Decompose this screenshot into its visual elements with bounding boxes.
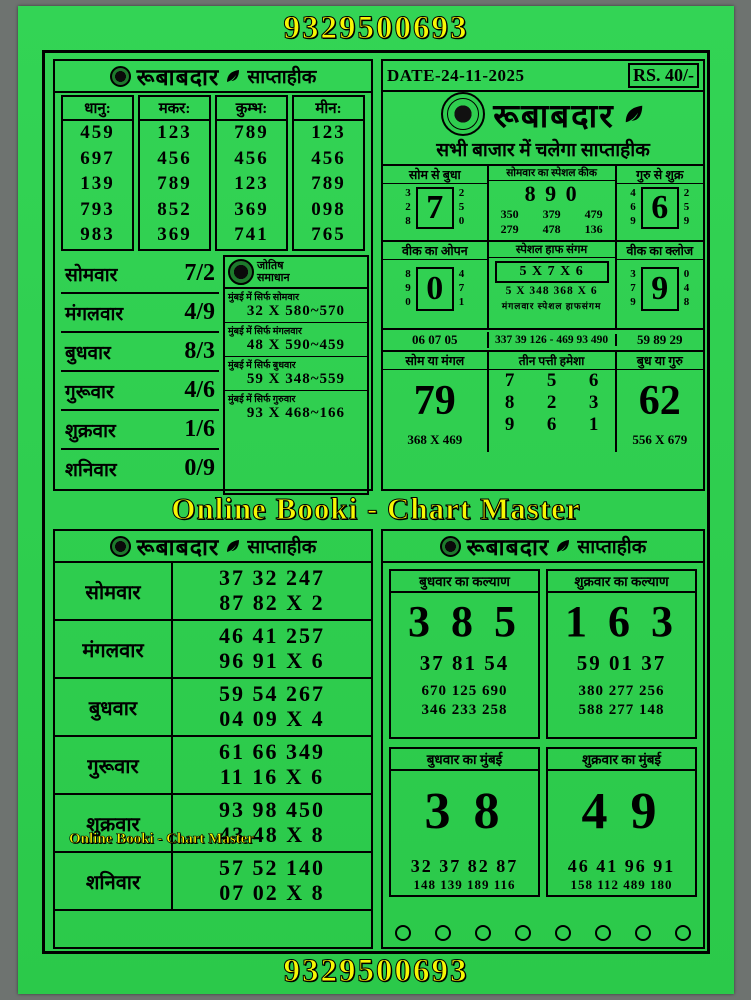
open-main-number: 0 (416, 267, 454, 311)
decorative-dots (383, 925, 703, 941)
row-line1: 61 66 349 (219, 739, 325, 765)
budh-ya-guru-number: 62 (638, 378, 681, 424)
somwar-special-cell (489, 166, 617, 240)
watermark-text: Online Booki - Chart Master (171, 491, 581, 526)
row-line2: 87 82 X 2 (219, 590, 325, 615)
zodiac-col-2-v4: 741 (234, 224, 269, 246)
zodiac-col-2-header: कुम्भ: (217, 97, 286, 121)
tp-r2c2: 1 (588, 414, 599, 435)
panel-weekly-table (53, 529, 373, 949)
tl-subtitle: साप्ताहीक (247, 67, 317, 88)
somwar-sp-r1c0: 279 (500, 222, 519, 236)
somwar-sp-r0c0: 350 (500, 207, 519, 221)
chart-inner-frame (42, 50, 710, 954)
zodiac-col-3-v3: 098 (311, 198, 346, 220)
somwar-special-big: 8 9 0 (524, 181, 579, 206)
jyotish-value: 32 X 580~570 (246, 303, 346, 319)
sun-icon (110, 536, 131, 557)
week-close-cell (617, 242, 703, 328)
sun-icon (440, 536, 461, 557)
zodiac-wheel-icon (441, 92, 485, 136)
zodiac-col-0 (61, 95, 134, 251)
tr-row-3 (383, 330, 703, 352)
bl-title-row (55, 531, 371, 563)
weekday-row (61, 333, 219, 372)
close-right-digits: 0 4 8 (683, 268, 690, 308)
result-big: 3 8 5 (408, 597, 521, 646)
row-line2: 11 16 X 6 (219, 764, 325, 789)
leaf-icon (225, 68, 241, 84)
jyotish-title-1: जोतिष (257, 259, 284, 272)
row-line2: 04 09 X 4 (219, 706, 325, 731)
tp-r1c1: 2 (546, 392, 557, 413)
br-title: रूबाबदार (466, 535, 550, 560)
jyotish-value: 59 X 348~559 (246, 371, 346, 387)
bl-subtitle: साप्ताहीक (247, 537, 317, 558)
jyotish-item (225, 391, 367, 424)
watermark-small: Online Booki - Chart Master (69, 831, 254, 847)
row-line1: 37 32 247 (219, 565, 325, 591)
zodiac-col-1-v3: 852 (157, 198, 192, 220)
zodiac-col-3-v1: 456 (311, 147, 346, 169)
som-left-digits: 3 2 8 (405, 187, 411, 227)
somwar-sp-r0c2: 479 (584, 207, 603, 221)
phone-number-bottom: 9329500693 (283, 953, 469, 989)
dot-icon (595, 925, 611, 941)
dot-icon (435, 925, 451, 941)
phone-number-top: 9329500693 (283, 10, 469, 46)
som-se-budha-caption: सोम से बुधा (383, 166, 487, 184)
zodiac-col-1-v1: 456 (157, 147, 192, 169)
result-cell-budhwar-kalyan (389, 569, 540, 739)
tl-title-row (55, 61, 371, 93)
zodiac-col-0-v1: 697 (80, 147, 115, 169)
tp-r0c0: 7 (504, 370, 515, 391)
jyotish-title-2: समाधान (257, 272, 290, 284)
zodiac-col-3 (292, 95, 365, 251)
result-caption: शुक्रवार का कल्याण (548, 571, 695, 593)
result-cell-shukrawar-mumbai (546, 747, 697, 897)
result-big: 3 8 (424, 783, 505, 840)
tp-r1c0: 8 (504, 392, 515, 413)
result-mid: 59 01 37 (576, 651, 667, 676)
zodiac-col-1-v0: 123 (157, 122, 192, 143)
result-small-1: 380 277 256 (578, 683, 665, 700)
row-line2: 96 91 X 6 (219, 648, 325, 673)
zodiac-col-1-v2: 789 (157, 173, 192, 195)
table-row (55, 621, 371, 679)
somwar-sp-r1c1: 478 (542, 222, 561, 236)
weekday-row (61, 294, 219, 333)
leaf-icon (623, 103, 645, 125)
astrology-icon (228, 259, 254, 285)
result-mid: 37 81 54 (419, 651, 510, 676)
row-day: गुरूवार (55, 737, 173, 793)
zodiac-col-2-v2: 123 (234, 173, 269, 195)
guru-left-digits: 4 6 9 (630, 187, 636, 227)
table-row (55, 853, 371, 911)
tp-r0c1: 5 (546, 370, 557, 391)
panel-market-results (381, 529, 705, 949)
zodiac-col-3-v4: 765 (311, 224, 346, 246)
budh-ya-guru-footer: 556 X 679 (632, 432, 688, 447)
jyotish-box (223, 255, 369, 495)
strip-right: 59 89 29 (637, 332, 683, 347)
weekday-name: गुरूवार (65, 381, 114, 403)
dot-icon (395, 925, 411, 941)
open-left-digits: 8 9 0 (405, 268, 411, 308)
date-price-bar (383, 61, 703, 92)
result-small-1: 158 112 489 180 (570, 876, 673, 892)
weekday-name: मंगलवार (65, 303, 124, 325)
zodiac-col-0-v2: 139 (80, 173, 115, 195)
result-mid: 46 41 96 91 (567, 855, 676, 876)
result-caption: बुधवार का मुंबई (391, 749, 538, 771)
weekday-name: बुधवार (65, 342, 111, 364)
weekday-value: 4/6 (184, 377, 215, 403)
half-sangam-caption: स्पेशल हाफ संगम (489, 242, 615, 258)
result-small-1: 148 139 189 116 (413, 876, 516, 892)
dot-icon (555, 925, 571, 941)
strip-center: 337 39 126 - 469 93 490 (489, 334, 617, 346)
half-sangam-line1: 5 X 7 X 6 (495, 261, 609, 283)
jyotish-caption: मुंबई में सिर्फ सोमवार (228, 293, 299, 303)
dot-icon (675, 925, 691, 941)
tl-title: रूबाबदार (136, 65, 220, 90)
weekday-name: सोमवार (65, 264, 118, 286)
jyotish-item (225, 289, 367, 323)
row-line1: 46 41 257 (219, 623, 325, 649)
jyotish-caption: मुंबई में सिर्फ मंगलवार (228, 327, 302, 337)
dot-icon (635, 925, 651, 941)
panel-zodiac-weekday (53, 59, 373, 491)
zodiac-col-2-v1: 456 (234, 147, 269, 169)
tr-row-4 (383, 352, 703, 452)
tp-r2c1: 6 (546, 414, 557, 435)
dot-icon (515, 925, 531, 941)
zodiac-col-1 (138, 95, 211, 251)
som-se-budha-cell (383, 166, 489, 240)
leaf-icon (225, 538, 241, 554)
row-day: सोमवार (55, 563, 173, 619)
weekday-value: 8/3 (184, 338, 215, 364)
sun-icon (110, 66, 131, 87)
row-numbers (173, 624, 371, 673)
table-row (55, 563, 371, 621)
jyotish-item (225, 323, 367, 357)
somwar-sp-r0c1: 379 (542, 207, 561, 221)
brand-title-row (383, 92, 703, 136)
close-left-digits: 3 7 9 (630, 268, 636, 308)
zodiac-col-3-v2: 789 (311, 173, 346, 195)
teen-patti-cell (489, 352, 617, 452)
br-title-row (383, 531, 703, 563)
som-ya-mangal-footer: 368 X 469 (407, 432, 463, 447)
budh-ya-guru-caption: बुध या गुरु (617, 352, 703, 370)
som-ya-mangal-number: 79 (413, 378, 456, 424)
tp-r0c2: 6 (588, 370, 599, 391)
teen-patti-caption: तीन पत्ती हमेशा (489, 352, 615, 370)
weekday-value-list (61, 255, 219, 487)
jyotish-value: 48 X 590~459 (246, 337, 346, 353)
strip-left: 06 07 05 (383, 332, 489, 348)
row-day: बुधवार (55, 679, 173, 735)
br-subtitle: साप्ताहीक (577, 537, 647, 558)
row-line1: 59 54 267 (219, 681, 325, 707)
price-label: RS. 40/- (628, 63, 699, 88)
result-small-1: 670 125 690 (421, 683, 508, 700)
jyotish-caption: मुंबई में सिर्फ गुरुवार (228, 395, 296, 405)
guru-right-digits: 2 5 9 (683, 187, 690, 227)
row-day: शनिवार (55, 853, 173, 909)
row-numbers (173, 566, 371, 615)
zodiac-col-0-v3: 793 (80, 198, 115, 220)
jyotish-header (225, 257, 367, 289)
tp-r1c2: 3 (588, 392, 599, 413)
weekday-row (61, 411, 219, 450)
row-day: मंगलवार (55, 621, 173, 677)
half-sangam-line3: मंगलवार स्पेशल हाफसंगम (501, 301, 602, 311)
guru-main-number: 6 (641, 187, 679, 229)
som-right-digits: 2 5 0 (458, 187, 465, 227)
tagline: सभी बाजार में चलेगा साप्ताहीक (383, 136, 703, 166)
tr-row-2 (383, 242, 703, 330)
weekday-row (61, 372, 219, 411)
half-sangam-line2: 5 X 348 368 X 6 (505, 285, 598, 297)
somwar-sp-r1c2: 136 (584, 222, 603, 236)
weekday-row (61, 450, 219, 487)
weekday-value: 1/6 (184, 416, 215, 442)
week-open-cell (383, 242, 489, 328)
row-line2: 07 02 X 8 (219, 880, 325, 905)
result-big: 4 9 (581, 783, 662, 840)
weekday-value: 4/9 (184, 299, 215, 325)
zodiac-col-2-v0: 789 (234, 122, 269, 143)
result-small-2: 588 277 148 (578, 701, 665, 718)
row-line1: 93 98 450 (219, 797, 325, 823)
result-small-2: 346 233 258 (421, 701, 508, 718)
zodiac-col-1-v4: 369 (157, 224, 192, 246)
row-numbers (173, 682, 371, 731)
zodiac-col-2-v3: 369 (234, 198, 269, 220)
row-line2: 43 48 X 8 (219, 822, 325, 847)
result-mid: 32 37 82 87 (410, 855, 519, 876)
brand-title: रूबाबदार (493, 98, 615, 135)
watermark-band (45, 489, 707, 529)
guru-se-shukra-cell (617, 166, 703, 240)
som-ya-mangal-cell (383, 352, 489, 452)
table-row (55, 737, 371, 795)
row-line1: 57 52 140 (219, 855, 325, 881)
weekday-value: 7/2 (184, 260, 215, 286)
week-open-caption: वीक का ओपन (383, 242, 487, 260)
row-numbers (173, 740, 371, 789)
zodiac-col-3-header: मीन: (294, 97, 363, 121)
somwar-special-caption: सोमवार का स्पेशल कीक (489, 166, 615, 181)
weekday-name: शनिवार (65, 459, 117, 481)
weekday-row (61, 255, 219, 294)
zodiac-col-1-header: मकर: (140, 97, 209, 121)
half-sangam-cell (489, 242, 617, 328)
result-cell-shukrawar-kalyan (546, 569, 697, 739)
jyotish-value: 93 X 468~166 (246, 405, 346, 421)
result-caption: बुधवार का कल्याण (391, 571, 538, 593)
budh-ya-guru-cell (617, 352, 703, 452)
result-big: 1 6 3 (565, 597, 678, 646)
chart-page (18, 6, 734, 994)
som-main-number: 7 (416, 187, 454, 229)
tp-r2c0: 9 (504, 414, 515, 435)
row-day: शुक्रवार (55, 795, 173, 851)
close-main-number: 9 (641, 267, 679, 311)
weekday-name: शुक्रवार (65, 420, 116, 442)
zodiac-col-0-v0: 459 (80, 122, 115, 143)
dot-icon (475, 925, 491, 941)
som-ya-mangal-caption: सोम या मंगल (383, 352, 487, 370)
zodiac-col-3-v0: 123 (311, 122, 346, 143)
jyotish-caption: मुंबई में सिर्फ बुधवार (228, 361, 296, 371)
bl-title: रूबाबदार (136, 535, 220, 560)
date-label: DATE-24-11-2025 (387, 65, 525, 85)
guru-se-shukra-caption: गुरु से शुक्र (617, 166, 703, 184)
table-row (55, 679, 371, 737)
zodiac-col-0-header: धानु: (63, 97, 132, 121)
result-caption: शुक्रवार का मुंबई (548, 749, 695, 771)
week-close-caption: वीक का क्लोज (617, 242, 703, 260)
tr-row-1 (383, 166, 703, 242)
row-numbers (173, 856, 371, 905)
leaf-icon (555, 538, 571, 554)
zodiac-table (61, 95, 365, 251)
open-right-digits: 4 7 1 (458, 268, 465, 308)
jyotish-item (225, 357, 367, 391)
zodiac-col-2 (215, 95, 288, 251)
zodiac-col-0-v4: 983 (80, 224, 115, 246)
weekday-value: 0/9 (184, 455, 215, 481)
panel-main-numbers (381, 59, 705, 491)
result-cell-budhwar-mumbai (389, 747, 540, 897)
